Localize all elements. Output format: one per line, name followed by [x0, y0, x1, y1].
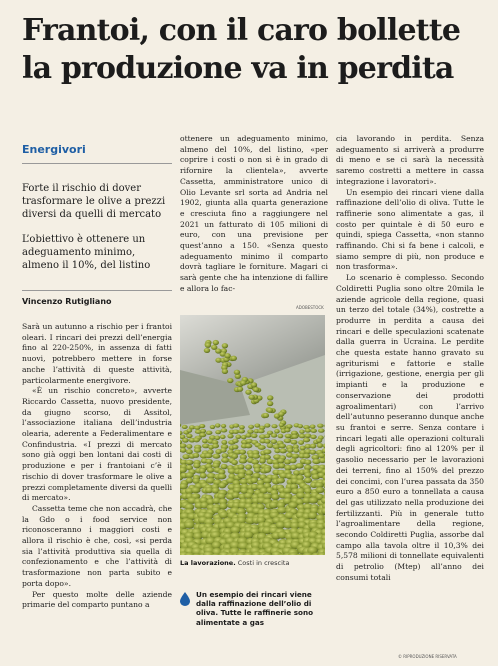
olive [291, 453, 299, 458]
olive [304, 460, 311, 465]
olive [245, 444, 253, 449]
olive [308, 497, 318, 504]
olive [264, 439, 271, 444]
olive [278, 411, 284, 416]
olive [298, 424, 303, 428]
olive [187, 428, 193, 432]
author-byline: Vincenzo Rutigliano [22, 297, 112, 306]
olive [304, 477, 312, 483]
caption-bold: La lavorazione. [180, 559, 236, 567]
olive [271, 494, 279, 500]
olive [317, 443, 323, 448]
olive [254, 467, 261, 473]
olive [318, 428, 325, 432]
divider [22, 290, 172, 291]
paragraph: Sarà un autunno a rischio per i frantoi oleari. I rincari dei prezzi dell’energia fino al 220-250%, in assenza di fatti nuovi, potrebbero mettere in forse anche l’attività di queste attività, particolarmente energivore. [22, 322, 172, 385]
olive [267, 395, 273, 400]
olive [200, 429, 206, 433]
olive [205, 343, 211, 348]
olive [248, 395, 254, 400]
olive [235, 435, 241, 439]
olive [287, 448, 294, 453]
olive [194, 448, 201, 453]
olive [245, 390, 251, 395]
olive [239, 449, 246, 454]
olive [221, 464, 228, 469]
olive [213, 340, 219, 345]
olive [200, 473, 207, 479]
olive [271, 433, 277, 437]
olive [210, 425, 216, 429]
olive [202, 439, 208, 444]
olive [184, 521, 195, 528]
olive [245, 464, 252, 469]
olive [279, 423, 284, 427]
paragraph: cia lavorando in perdita. Senza adeguamento si arriverà a produrre di meno e se ci sarà la necessità saremo costretti a mettere in cassa integrazione i lavoratori». [336, 134, 484, 186]
copyright-notice: © RIPRODUZIONE RISERVATA [398, 654, 457, 659]
olive [264, 434, 270, 438]
olive [222, 453, 229, 458]
olive [232, 439, 239, 444]
olive [305, 428, 311, 432]
olive [310, 450, 317, 455]
olive [186, 434, 192, 438]
olive [221, 424, 226, 428]
photo-caption [180, 559, 330, 567]
olive [193, 453, 200, 458]
olive [238, 464, 245, 469]
olive [267, 401, 273, 406]
olive [220, 435, 226, 439]
photo-credit: ADOBESTOCK [296, 305, 324, 310]
olive [263, 449, 271, 454]
olives-illustration [180, 315, 325, 555]
olive [232, 445, 239, 450]
olive [213, 454, 221, 459]
olive [286, 424, 292, 428]
olive [252, 454, 260, 459]
olive [231, 460, 238, 465]
olive [291, 434, 298, 438]
olive [224, 353, 230, 358]
olive [240, 380, 246, 385]
olive [317, 424, 324, 428]
olive [316, 438, 322, 443]
olive [247, 429, 253, 433]
olive [233, 423, 240, 427]
olive [310, 425, 316, 429]
paragraph: Lo scenario è complesso. Secondo Coldiretti Puglia sono oltre 20mila le aziende agricole della regione, quasi un terzo del totale (34%), costrette a produrre in perdita a causa dei rincari e delle speculazioni scatenate dalla guerra in Ucraina. Le perdite che questa estate hanno gravato su agriturismi e fattorie e stalle (irrigazione, gestione, energia per gli impianti e la produzione e conservazione dei prodotti agroalimentari) con l’arrivo dell’autunno peseranno dunque anche su frantoi e serre. Senza contare i rincari legati alle operazioni colturali degli agricoltori: fino al 120% per il gasolio necessario per le lavorazioni dei terreni, fino al 150% del prezzo dei concimi, con l’urea passata da 350 euro a 850 euro a tonnellata a causa del gas utilizzato nella produzione dei fertilizzanti. Più in generale tutto l’agroalimentare della regione, secondo Coldiretti Puglia, assorbe dal campo alla tavola oltre il 10,3% dei 5,578 milioni di tonnellate equivalenti di petrolio (Mtep) all’anno dei consumi totali [336, 273, 484, 582]
olive [271, 439, 277, 444]
olive [199, 468, 206, 474]
paragraph: Per questo molte delle aziende primarie del comparto puntano a [22, 589, 172, 610]
olive [219, 503, 227, 510]
olive [263, 478, 272, 484]
olive [310, 444, 317, 449]
olive [217, 474, 226, 480]
olive [264, 423, 270, 427]
olive [220, 428, 227, 432]
olive [186, 478, 194, 484]
olive-processing-photo [180, 315, 325, 555]
olive [207, 467, 215, 473]
olive [245, 433, 251, 437]
paragraph: «È un rischio concreto», avverte Riccardo Cassetta, nuovo presidente, da giugno scorso, di Assitol, l’associazione italiana dell’industria olearia, aderente a Federalimentare e Confindustria. «I prezzi di mercato sono già oggi ben lontani dai costi di produzione e per i frantoiani c’è il rischio di dover trasformare le olive a prezzi completamente diversi da quelli di mercato». [22, 386, 172, 503]
olive [251, 434, 258, 438]
summary-2: L’obiettivo è ottenere un adeguamento minimo, almeno il 10%, del listino [22, 234, 151, 271]
olive [284, 438, 292, 443]
olive [293, 448, 299, 453]
olive [299, 429, 305, 433]
olive [239, 458, 248, 463]
paragraph: Cassetta teme che non accadrà, che la Gdo o i food service non riconosceranno i maggiori costi e allora il rischio è che, così, «si perda sia l’attività produttiva sia quella di confezionamento e che l’attività di trasformazione non parta subito e porta dopo». [22, 503, 172, 588]
olive [257, 429, 264, 433]
olive [248, 425, 254, 429]
olive [264, 467, 271, 473]
olive [182, 438, 189, 443]
olive [290, 440, 297, 445]
olive [222, 343, 228, 348]
olive [199, 424, 205, 428]
olive [191, 487, 201, 493]
olive [212, 444, 219, 449]
olive [239, 425, 245, 429]
olive [310, 435, 316, 439]
olive [205, 459, 212, 464]
olive [278, 443, 286, 448]
headline-line-1: Frantoi, con il caro bollette [22, 13, 461, 48]
olive [186, 444, 192, 449]
pull-quote-text: Un esempio dei rincari viene dalla raffinazione dell’olio di oliva. Tutte le raffinerie sono alimentate a gas [196, 590, 314, 627]
olive [258, 445, 266, 450]
olive [222, 369, 228, 374]
olive [274, 429, 280, 433]
olive [204, 348, 210, 353]
olive [193, 438, 200, 443]
olive [277, 458, 284, 463]
olive [199, 433, 206, 437]
olive [234, 370, 240, 375]
headline [22, 12, 492, 88]
olive [251, 459, 259, 464]
olive [215, 348, 221, 353]
olive [284, 428, 290, 432]
olive [185, 472, 194, 478]
olive [267, 408, 273, 413]
olive [220, 448, 226, 453]
olive [215, 430, 221, 434]
olive [221, 457, 229, 462]
olive [204, 453, 212, 458]
olive [206, 431, 213, 435]
olive [231, 356, 237, 361]
article-column-3 [336, 134, 484, 584]
olive [237, 387, 243, 392]
olive [227, 378, 233, 383]
olive [311, 429, 317, 433]
olive [215, 423, 221, 427]
olive [279, 448, 287, 453]
olive [227, 434, 233, 438]
summary-1: Forte il rischio di dover trasformare le olive a prezzi diversi da quelli di mercato [22, 183, 166, 220]
olive [278, 434, 284, 438]
olive [303, 453, 311, 458]
olive [185, 460, 193, 465]
olive [182, 425, 188, 429]
olive [267, 443, 274, 448]
olive [238, 429, 245, 433]
paragraph: ottenere un adeguamento minimo, almeno del 10%, del listino, «per coprire i costi o non si è in grado di rifornire la clientela», avverte Cassetta, amministratore unico di Olio Levante srl sorta ad Andria nel 1902, giunta alla quarta generazione e cresciuta fino a raggiungere nel 2021 un fatturato di 105 milioni di euro, con una previsione per quest’anno a 150. «Senza questo adeguamento minimo il comparto dovrà tagliare le forniture. Magari ci sarà gente che ha intenzione di fallire e allora lo fac- [180, 134, 328, 293]
olive [259, 458, 266, 463]
section-topic: Energivori [22, 143, 86, 156]
olive [315, 487, 324, 493]
article-column-2 [180, 134, 328, 295]
divider [22, 163, 172, 164]
caption-text: Costi in crescita [235, 559, 290, 567]
olive [303, 438, 310, 443]
olive [263, 413, 269, 418]
olive [295, 463, 304, 468]
paragraph: Un esempio dei rincari viene dalla raffinazione dell’olio di oliva. Tutte le raffinerie sono alimentate a gas, il costo per quintale è di 50 euro e quindi, spiega Cassetta, «non stanno raffinando. Chi si fa bene i calcoli, e siamo sempre di più, non produce e non trasforma». [336, 187, 484, 272]
olive [221, 440, 227, 445]
olive [218, 482, 226, 488]
olive [251, 382, 257, 387]
olive [214, 436, 220, 440]
article-column-1 [22, 322, 172, 611]
olive [253, 387, 259, 392]
olive [290, 458, 297, 463]
olive [285, 434, 292, 438]
olive [180, 448, 186, 453]
olive [276, 478, 285, 484]
olive [304, 472, 312, 478]
olive [271, 424, 277, 428]
headline-line-2: la produzione va in perdita [22, 51, 454, 86]
quote-mark-icon [180, 592, 190, 606]
olive [193, 463, 200, 468]
